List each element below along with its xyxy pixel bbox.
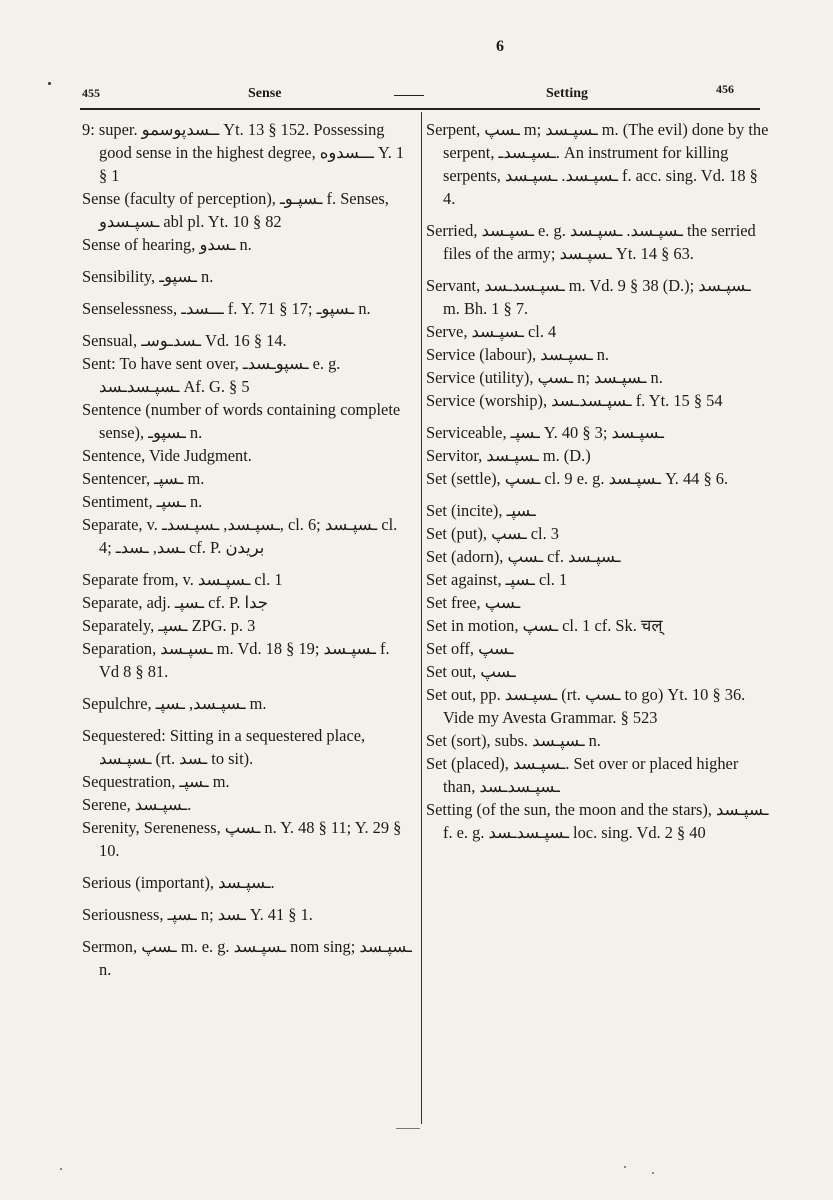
top-mark: 6	[496, 38, 504, 55]
speck	[652, 1172, 654, 1174]
dictionary-entry: Sent: To have sent over, ـسپوـسدـ e. g. ـسپـسدـسد Af. G. § 5	[82, 354, 341, 396]
dictionary-entry: Serious (important), ـسپـسد.	[82, 873, 275, 892]
dictionary-entry: Separate from, v. ـسپـسد cl. 1	[82, 570, 283, 589]
dictionary-entry: Serviceable, ـسپـ Y. 40 § 3; ـسپـسد	[426, 423, 664, 442]
right-column	[426, 118, 770, 844]
dictionary-entry: Sequestration, ـسپـ m.	[82, 772, 230, 791]
dictionary-entry: Sense (faculty of perception), ـسپـ﻿وـ f. Senses, ـسپـسدو abl pl. Yt. 10 § 82	[82, 189, 389, 231]
left-header-word: Sense	[248, 86, 282, 101]
header-dash	[394, 95, 424, 96]
dictionary-entry: Sense of hearing, ـسدو n.	[82, 235, 252, 254]
speck	[60, 1168, 62, 1170]
dictionary-entry: Service (labour), ـسپـسد n.	[426, 345, 610, 364]
dictionary-entry: Sentence (number of words containing complete sense), ـسپوـ n.	[82, 400, 401, 442]
dictionary-entry: Set (placed), ـسپـسد. Set over or placed higher than, ـسپـسدـسد	[426, 754, 739, 796]
left-column	[82, 118, 412, 981]
dictionary-entry: Set (sort), subs. ـسپـسد n.	[426, 731, 601, 750]
bottom-mark	[396, 1128, 420, 1129]
dictionary-entry: Sentence, Vide Judgment.	[82, 446, 252, 465]
dictionary-entry: Service (utility), ـسپ n; ـسپـسد n.	[426, 368, 663, 387]
dictionary-entry: Separately, ـسپـ ZPG. p. 3	[82, 616, 256, 635]
dictionary-entry: Serene, ـسپـسد.	[82, 795, 192, 814]
dictionary-entry: Separate, adj. ـسپـ cf. P. جدا	[82, 593, 268, 612]
dictionary-entry: Set (settle), ـسپ cl. 9 e. g. ـسپـسد Y. 44 § 6.	[426, 469, 729, 488]
dictionary-entry: Sepulchre, ـسپـسد, ـسپـ m.	[82, 694, 267, 713]
dictionary-entry: Sermon, ـسپ m. e. g. ـسپـسد nom sing; ـسپـسد n.	[82, 937, 412, 979]
running-header	[0, 82, 833, 108]
dictionary-entry: Servant, ـسپـسدـسد m. Vd. 9 § 38 (D.); ـسپـسد m. Bh. 1 § 7.	[426, 276, 751, 318]
dictionary-entry: Sentencer, ـسپـ m.	[82, 469, 205, 488]
dictionary-entry: Set (incite), ـسپـ	[426, 501, 536, 520]
right-page-number: 456	[716, 82, 734, 96]
dictionary-entry: Sensibility, ـسپوـ n.	[82, 267, 214, 286]
left-page-number: 455	[82, 86, 100, 100]
dictionary-entry: Serve, ـسپـسد cl. 4	[426, 322, 557, 341]
dictionary-entry: Serpent, ـسپ m; ـسپـسد m. (The evil) done by the serpent, ـسپـسدـ. An instrument for killing serpents, ـسپـسد. ـسپـسد f. acc. sing. Vd. 18 § 4.	[426, 120, 769, 208]
dictionary-entry: Sequestered: Sitting in a sequestered place, ـسپـسد (rt. ـسد to sit).	[82, 726, 366, 768]
dictionary-entry: Set (put), ـسپ cl. 3	[426, 524, 559, 543]
dictionary-entry: Sensual, ـسدـوسـ Vd. 16 § 14.	[82, 331, 287, 350]
dictionary-entry: Set out, pp. ـسپـسد (rt. ـسپ to go) Yt. 10 § 36. Vide my Avesta Grammar. § 523	[426, 685, 746, 727]
dictionary-entry: Service (worship), ـسپـسدـسد f. Yt. 15 § 54	[426, 391, 723, 410]
dictionary-entry: Separation, ـسپـسد m. Vd. 18 § 19; ـسپـسد f. Vd 8 § 81.	[82, 639, 390, 681]
column-divider	[421, 112, 422, 1124]
dictionary-entry: Set against, ـسپـ cl. 1	[426, 570, 568, 589]
dictionary-entry: Set off, ـسپ	[426, 639, 514, 658]
dictionary-entry: Senselessness, ـــسدـ f. Y. 71 § 17; ـسپوـ n.	[82, 299, 371, 318]
dictionary-entry: Set (adorn), ـسپ cf. ـسپـسد	[426, 547, 621, 566]
dictionary-entry: Separate, v. ـسپـسد, ـسپـسدـ, cl. 6; ـسپـسد cl. 4; ـسد, ـسدـ cf. P. بریدن	[82, 515, 398, 557]
dictionary-entry: 9: super. ﻿ــ﻿سدپوسمو Yt. 13 § 152. Possessing good sense in the highest degree, ـــسدوه Y. 1 § 1	[82, 120, 405, 185]
speck	[624, 1166, 626, 1168]
dictionary-entry: Set in motion, ـسپ cl. 1 cf. Sk. चल्	[426, 616, 663, 635]
dictionary-entry: Setting (of the sun, the moon and the stars), ـسپـسد f. e. g. ـسپـسدـسد loc. sing. Vd. 2 § 40	[426, 800, 769, 842]
header-rule	[80, 108, 760, 110]
dictionary-entry: Set free, ـسپ	[426, 593, 521, 612]
dictionary-entry: Serried, ـسپـسد e. g. ـسپـسد. ـسپـسد the serried files of the army; ـسپـسد Yt. 14 § 63.	[426, 221, 756, 263]
dictionary-entry: Set out, ـسپ	[426, 662, 516, 681]
dictionary-entry: Serenity, Sereneness, ـسپ n. Y. 48 § 11; Y. 29 § 10.	[82, 818, 402, 860]
dictionary-entry: Sentiment, ـسپـ n.	[82, 492, 203, 511]
right-header-word: Setting	[546, 86, 588, 101]
dictionary-entry: Servitor, ـسپـسد m. (D.)	[426, 446, 591, 465]
dictionary-entry: Seriousness, ـسپـ n; ـسد Y. 41 § 1.	[82, 905, 313, 924]
